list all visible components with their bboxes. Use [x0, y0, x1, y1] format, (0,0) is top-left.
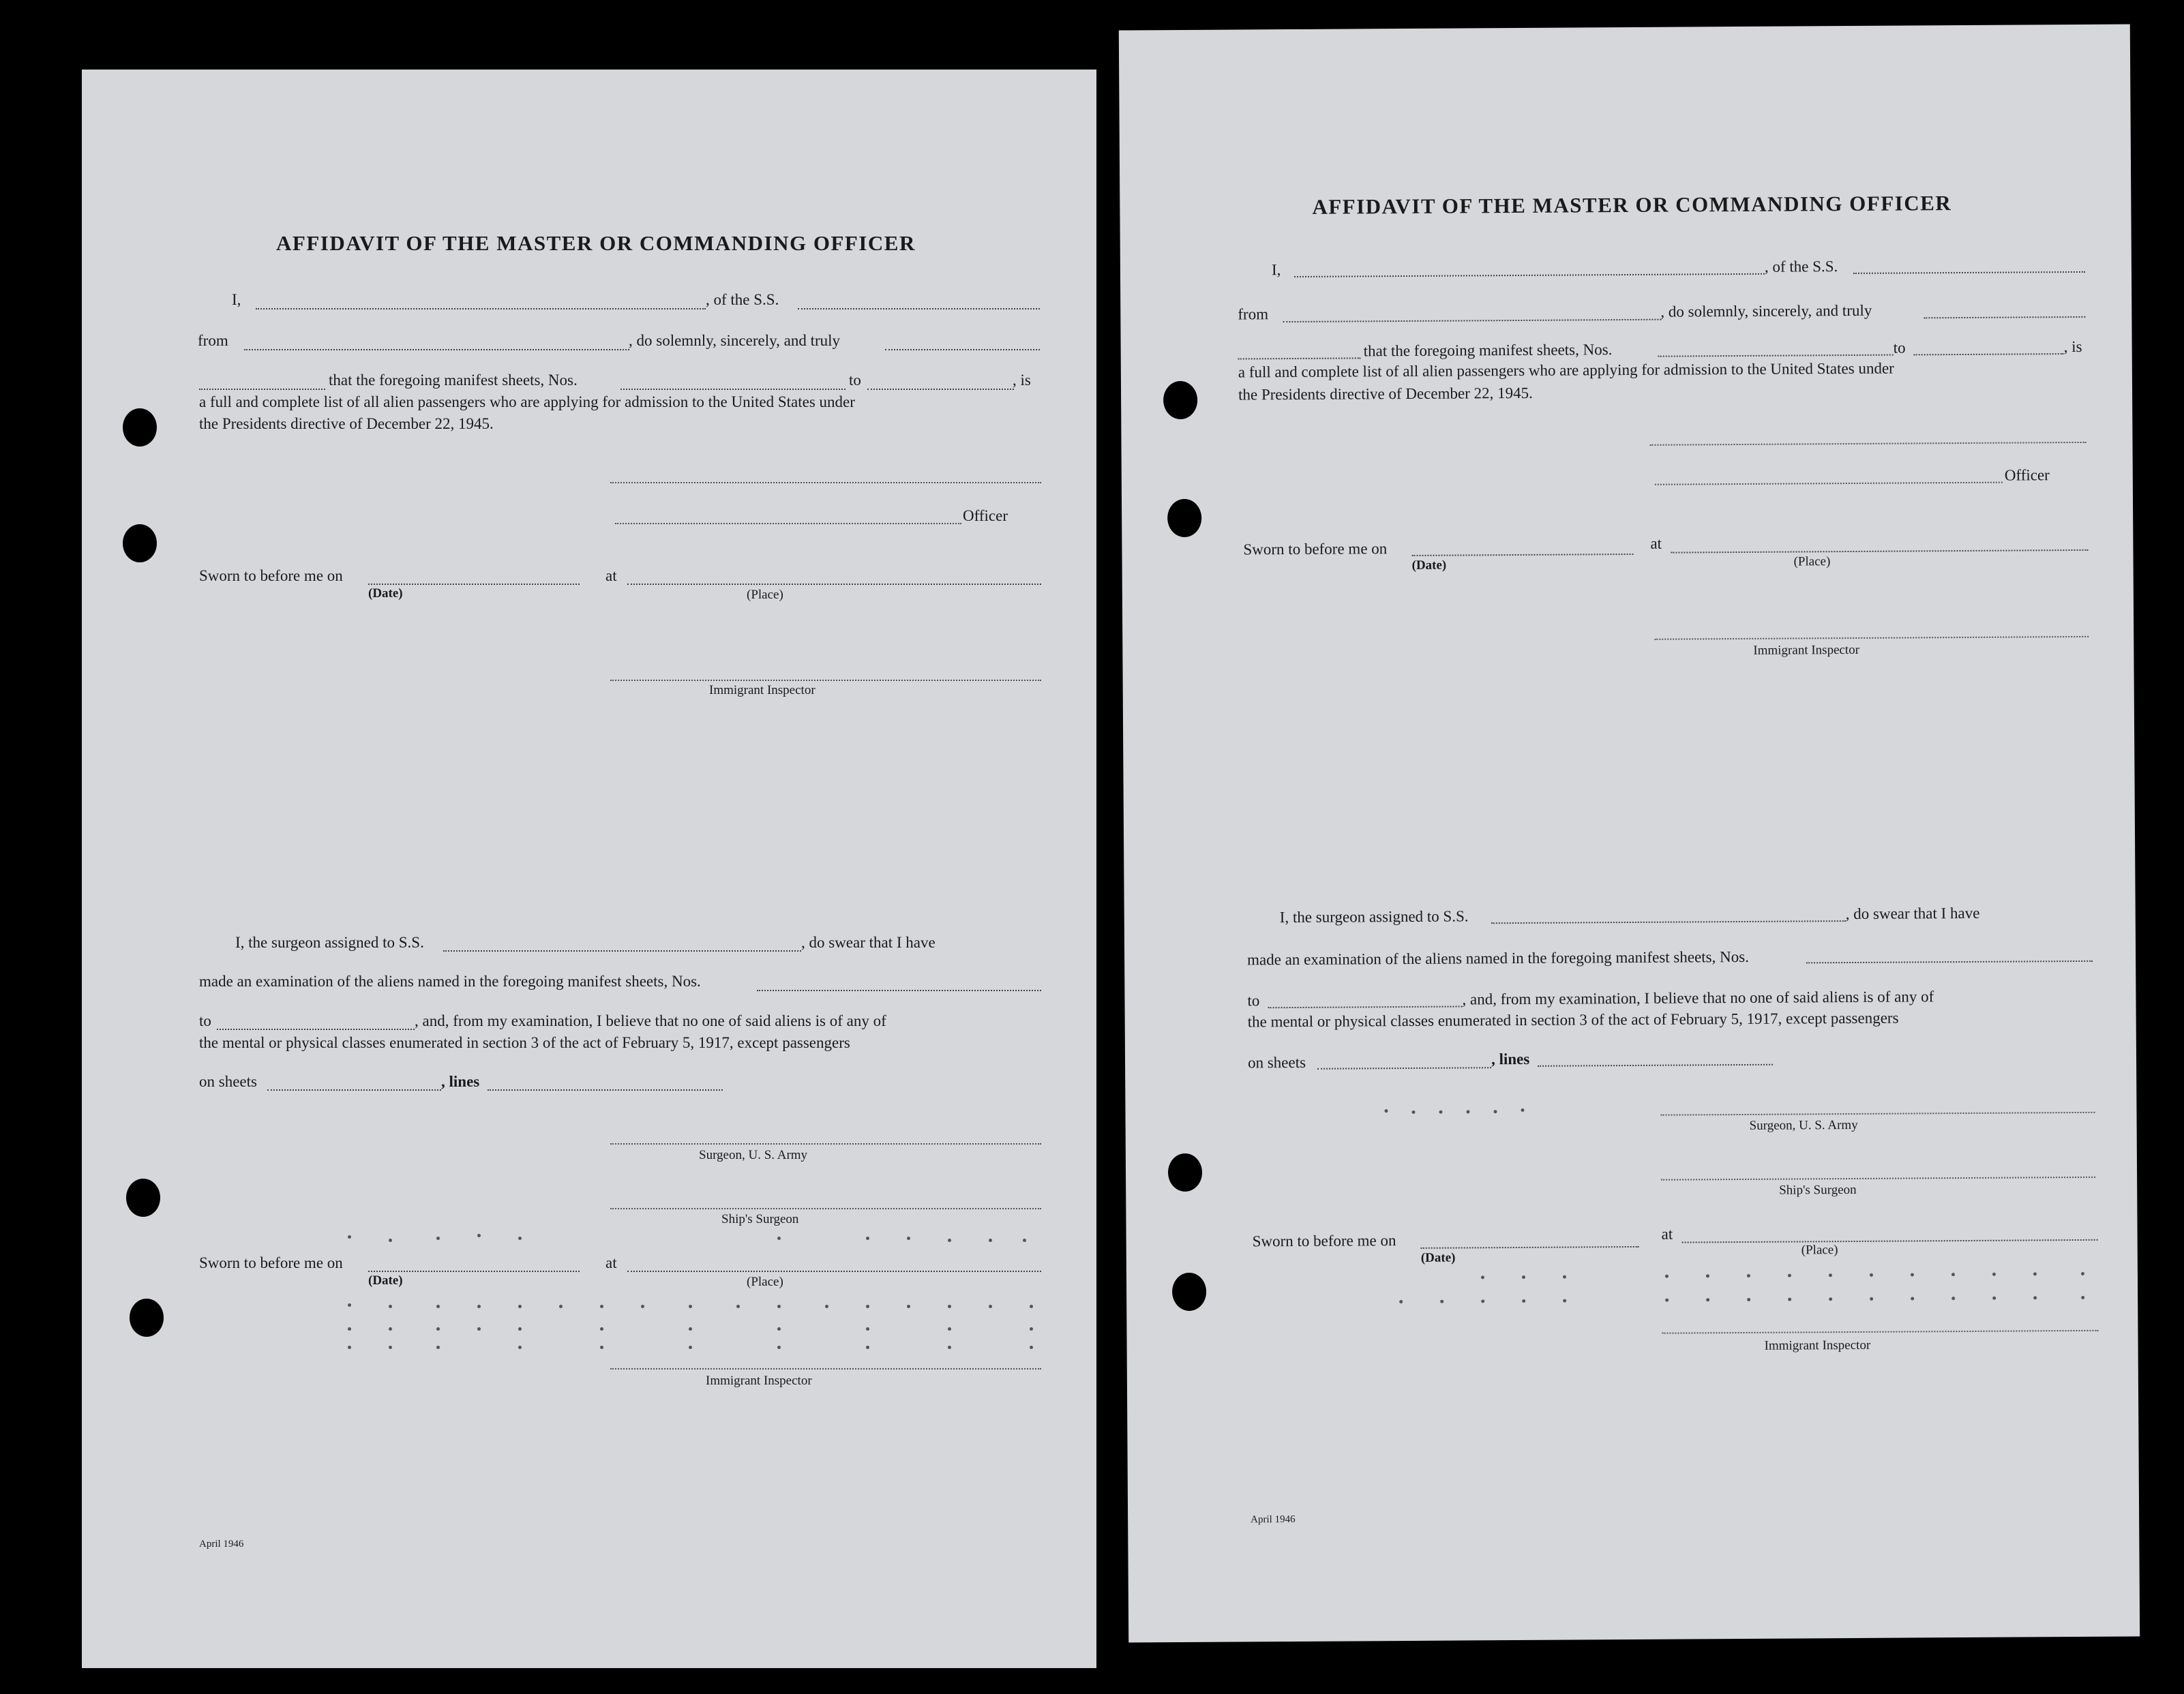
sworn-date-field-2[interactable] — [368, 1271, 580, 1272]
scan-speck — [1829, 1273, 1832, 1277]
ships-surgeon-label: Ship's Surgeon — [1779, 1182, 1857, 1198]
scan-speck — [1665, 1275, 1669, 1278]
date-caption: (Date) — [1411, 558, 1447, 573]
scan-speck — [1030, 1327, 1033, 1331]
scan-speck — [477, 1327, 481, 1331]
sheet-from-field[interactable] — [620, 389, 846, 390]
scan-speck — [1481, 1275, 1484, 1279]
scan-speck — [1521, 1108, 1524, 1112]
oath-field[interactable] — [885, 349, 1040, 350]
scan-speck — [559, 1305, 563, 1308]
scan-speck — [825, 1305, 828, 1308]
surgeon-ship-field[interactable] — [443, 950, 801, 952]
scan-speck — [1030, 1346, 1033, 1349]
scan-speck — [1030, 1305, 1033, 1308]
is-label: , is — [2063, 337, 2082, 356]
ships-surgeon-signature-line[interactable] — [1661, 1177, 2095, 1181]
scan-speck — [1493, 1110, 1497, 1113]
scan-speck — [1747, 1274, 1750, 1277]
sworn-date-field-2[interactable] — [1421, 1246, 1639, 1249]
scan-speck — [389, 1346, 392, 1349]
sworn-place-field-2[interactable] — [1682, 1239, 2098, 1243]
punch-hole — [1168, 1153, 1202, 1192]
scan-speck — [1870, 1297, 1873, 1301]
sworn-label: Sworn to before me on — [1243, 540, 1388, 558]
to-label: to — [849, 372, 861, 389]
affidavit-title: AFFIDAVIT OF THE MASTER OR COMMANDING OFFICER — [276, 231, 916, 255]
scan-speck — [689, 1346, 692, 1349]
sheet-from-field[interactable] — [1658, 354, 1894, 357]
date-caption-2: (Date) — [1420, 1250, 1456, 1265]
scan-speck — [777, 1327, 781, 1331]
sworn-place-field[interactable] — [627, 584, 1041, 585]
examination-text: made an examination of the aliens named in the foregoing manifest sheets, Nos. — [199, 973, 701, 990]
scan-speck — [866, 1346, 869, 1349]
sworn-label-2: Sworn to before me on — [1252, 1232, 1396, 1250]
scan-speck — [436, 1237, 440, 1240]
ships-surgeon-label: Ship's Surgeon — [721, 1212, 799, 1226]
punch-hole — [126, 1179, 160, 1217]
immigrant-inspector-label-2: Immigrant Inspector — [1764, 1337, 1871, 1353]
i-label: I, — [1271, 261, 1281, 279]
officer-label: Officer — [963, 507, 1008, 524]
scan-speck — [600, 1346, 603, 1349]
swear-text: , do swear that I have — [801, 934, 936, 951]
scan-speck — [689, 1305, 692, 1308]
solemnly-text: , do solemnly, sincerely, and truly — [629, 332, 841, 349]
scan-speck — [1788, 1274, 1791, 1277]
of-ss-label: , of the S.S. — [1764, 258, 1838, 275]
exam-to-field[interactable] — [1268, 1006, 1463, 1009]
exception-lines-field[interactable] — [1538, 1064, 1773, 1067]
sworn-place-field[interactable] — [1671, 549, 2088, 554]
surgeon-army-signature-line[interactable] — [1661, 1112, 2095, 1116]
scan-speck — [1399, 1300, 1403, 1303]
directive-text: the Presidents directive of December 22, 1945. — [1238, 384, 1533, 404]
is-label: , is — [1013, 372, 1031, 389]
punch-hole — [1172, 1273, 1206, 1311]
scan-speck — [1522, 1299, 1525, 1303]
on-sheets-label: on sheets — [199, 1073, 257, 1090]
scan-speck — [348, 1346, 351, 1349]
form-page-left — [82, 70, 1096, 1668]
scan-speck — [1951, 1297, 1955, 1300]
scan-speck — [1706, 1298, 1709, 1301]
at-label: at — [605, 567, 617, 584]
scan-speck — [389, 1327, 392, 1331]
signature-line[interactable] — [610, 482, 1041, 483]
surgeon-intro-text: I, the surgeon assigned to S.S. — [235, 934, 424, 951]
scan-speck — [1563, 1275, 1566, 1279]
exam-sheets-field[interactable] — [1806, 961, 2093, 964]
master-name-field[interactable] — [256, 308, 706, 309]
scan-speck — [518, 1305, 522, 1308]
inspector-signature-line-2[interactable] — [610, 1368, 1041, 1370]
scan-speck — [1665, 1299, 1669, 1302]
immigrant-inspector-label-2: Immigrant Inspector — [706, 1374, 812, 1388]
scan-speck — [2081, 1296, 2084, 1299]
scan-speck — [907, 1237, 910, 1240]
scan-speck — [866, 1237, 869, 1240]
date-caption: (Date) — [368, 586, 403, 601]
affidavit-title: AFFIDAVIT OF THE MASTER OR COMMANDING OFFICER — [1312, 191, 1952, 219]
from-label: from — [198, 332, 228, 349]
scan-speck — [1992, 1297, 1996, 1300]
ship-name-field[interactable] — [1853, 271, 2085, 274]
exception-sheets-field[interactable] — [267, 1089, 441, 1091]
scan-speck — [518, 1346, 522, 1349]
to-label-2: to — [199, 1012, 211, 1029]
ships-surgeon-signature-line[interactable] — [610, 1208, 1041, 1209]
solemnly-text: , do solemnly, sincerely, and truly — [1660, 301, 1872, 320]
place-caption: (Place) — [747, 588, 783, 602]
manifest-sheets-text: that the foregoing manifest sheets, Nos. — [1363, 341, 1613, 360]
scan-speck — [348, 1235, 351, 1239]
surgeon-ship-field[interactable] — [1491, 920, 1846, 924]
form-page-right — [1119, 24, 2140, 1642]
punch-hole — [130, 1299, 164, 1337]
classes-text: the mental or physical classes enumerated in section 3 of the act of February 5, 1917, except passengers — [1247, 1009, 1899, 1031]
inspector-signature-line[interactable] — [1654, 636, 2089, 640]
scan-speck — [1440, 1300, 1443, 1303]
scan-speck — [477, 1305, 481, 1308]
officer-signature-line[interactable] — [615, 523, 961, 524]
from-port-field[interactable] — [1283, 319, 1661, 322]
scan-speck — [1788, 1298, 1791, 1301]
surgeon-army-label: Surgeon, U. S. Army — [1749, 1117, 1858, 1133]
scan-speck — [1706, 1274, 1709, 1277]
scan-speck — [2033, 1272, 2037, 1275]
scan-speck — [1911, 1273, 1914, 1276]
exam-sheets-field[interactable] — [757, 990, 1041, 991]
master-name-field[interactable] — [1294, 273, 1765, 277]
immigrant-inspector-label: Immigrant Inspector — [1753, 642, 1860, 658]
place-caption: (Place) — [1793, 554, 1831, 569]
scan-speck — [989, 1305, 992, 1308]
oath-field-continued[interactable] — [1238, 357, 1361, 359]
belief-text: , and, from my examination, I believe that no one of said aliens is of any of — [1462, 988, 1934, 1008]
swear-text: , do swear that I have — [1845, 904, 1980, 923]
scan-speck — [948, 1239, 951, 1242]
surgeon-intro-text: I, the surgeon assigned to S.S. — [1279, 907, 1469, 926]
scan-speck — [1563, 1299, 1566, 1303]
scan-speck — [1466, 1110, 1469, 1113]
scan-speck — [348, 1303, 351, 1307]
scan-speck — [1992, 1273, 1996, 1276]
i-label: I, — [232, 291, 241, 308]
footer-date: April 1946 — [199, 1539, 244, 1549]
scan-speck — [600, 1305, 603, 1308]
exception-sheets-field[interactable] — [1317, 1067, 1491, 1070]
scan-speck — [600, 1327, 603, 1331]
scan-speck — [948, 1327, 951, 1331]
scan-speck — [1911, 1297, 1914, 1300]
scan-speck — [436, 1327, 440, 1331]
inspector-signature-line-2[interactable] — [1662, 1330, 2098, 1334]
at-label: at — [1650, 534, 1662, 552]
footer-date: April 1946 — [1251, 1514, 1296, 1526]
date-caption-2: (Date) — [368, 1273, 403, 1288]
on-sheets-label: on sheets — [1247, 1053, 1306, 1072]
sworn-place-field-2[interactable] — [627, 1271, 1041, 1272]
full-list-text: a full and complete list of all alien passengers who are applying for admission to the United States under — [199, 393, 855, 410]
scan-speck — [2033, 1296, 2037, 1299]
scan-speck — [1439, 1110, 1442, 1114]
scan-speck — [907, 1305, 910, 1308]
directive-text: the Presidents directive of December 22, 1945. — [199, 415, 494, 432]
from-port-field[interactable] — [244, 349, 629, 350]
scan-speck — [1951, 1273, 1955, 1276]
scan-speck — [1384, 1109, 1388, 1113]
scan-speck — [641, 1305, 644, 1308]
sworn-label-2: Sworn to before me on — [199, 1254, 343, 1271]
scan-speck — [689, 1327, 692, 1331]
scan-speck — [1747, 1298, 1750, 1301]
scan-speck — [436, 1305, 440, 1308]
inspector-signature-line[interactable] — [610, 680, 1041, 681]
examination-text: made an examination of the aliens named in the foregoing manifest sheets, Nos. — [1247, 948, 1749, 969]
scan-speck — [1481, 1299, 1484, 1303]
of-ss-label: , of the S.S. — [706, 291, 779, 308]
scan-speck — [736, 1305, 740, 1308]
punch-hole — [123, 408, 157, 447]
sheet-to-field[interactable] — [867, 389, 1014, 390]
manifest-sheets-text: that the foregoing manifest sheets, Nos. — [329, 372, 578, 389]
scan-speck — [1870, 1273, 1873, 1277]
scan-speck — [1023, 1239, 1026, 1242]
scan-speck — [866, 1327, 869, 1331]
lines-label: , lines — [441, 1073, 480, 1090]
scan-speck — [1522, 1275, 1525, 1279]
to-label: to — [1893, 339, 1906, 357]
place-caption-2: (Place) — [747, 1275, 783, 1289]
immigrant-inspector-label: Immigrant Inspector — [709, 683, 816, 697]
scan-speck — [518, 1237, 522, 1240]
ship-name-field[interactable] — [798, 308, 1040, 309]
sworn-date-field[interactable] — [1411, 554, 1633, 556]
scan-speck — [777, 1305, 781, 1308]
scan-speck — [348, 1327, 351, 1331]
sworn-date-field[interactable] — [368, 584, 580, 585]
place-caption-2: (Place) — [1801, 1243, 1838, 1258]
scan-speck — [436, 1346, 440, 1349]
oath-field-continued[interactable] — [199, 389, 325, 390]
punch-hole — [123, 524, 157, 562]
oath-field[interactable] — [1924, 316, 2085, 318]
scan-speck — [1829, 1297, 1832, 1301]
scan-speck — [866, 1305, 869, 1308]
scan-speck — [389, 1239, 392, 1242]
signature-line[interactable] — [1650, 442, 2086, 446]
surgeon-army-label: Surgeon, U. S. Army — [699, 1148, 808, 1162]
scan-speck — [989, 1239, 992, 1242]
at-label-2: at — [1661, 1225, 1673, 1243]
officer-signature-line[interactable] — [1655, 482, 2003, 485]
at-label-2: at — [605, 1254, 617, 1271]
scan-speck — [2081, 1272, 2084, 1275]
sworn-label: Sworn to before me on — [199, 567, 343, 584]
scan-speck — [948, 1305, 951, 1308]
from-label: from — [1238, 305, 1269, 323]
full-list-text: a full and complete list of all alien passengers who are applying for admission to the United States under — [1238, 359, 1894, 381]
exam-to-field[interactable] — [217, 1029, 415, 1030]
scan-speck — [777, 1346, 781, 1349]
scan-speck — [948, 1346, 951, 1349]
lines-label: , lines — [1491, 1050, 1530, 1068]
scan-speck — [518, 1327, 522, 1331]
exception-lines-field[interactable] — [488, 1089, 723, 1091]
sheet-to-field[interactable] — [1914, 353, 2064, 355]
belief-text: , and, from my examination, I believe that no one of said aliens is of any of — [415, 1012, 886, 1029]
surgeon-army-signature-line[interactable] — [610, 1143, 1041, 1145]
scan-speck — [477, 1234, 481, 1237]
punch-hole — [1167, 499, 1201, 537]
scan-speck — [777, 1237, 781, 1240]
scan-speck — [1411, 1110, 1415, 1114]
classes-text: the mental or physical classes enumerated in section 3 of the act of February 5, 1917, except passengers — [199, 1034, 850, 1051]
scan-speck — [389, 1305, 392, 1308]
officer-label: Officer — [2004, 466, 2050, 484]
to-label-2: to — [1247, 992, 1260, 1010]
punch-hole — [1163, 381, 1197, 419]
